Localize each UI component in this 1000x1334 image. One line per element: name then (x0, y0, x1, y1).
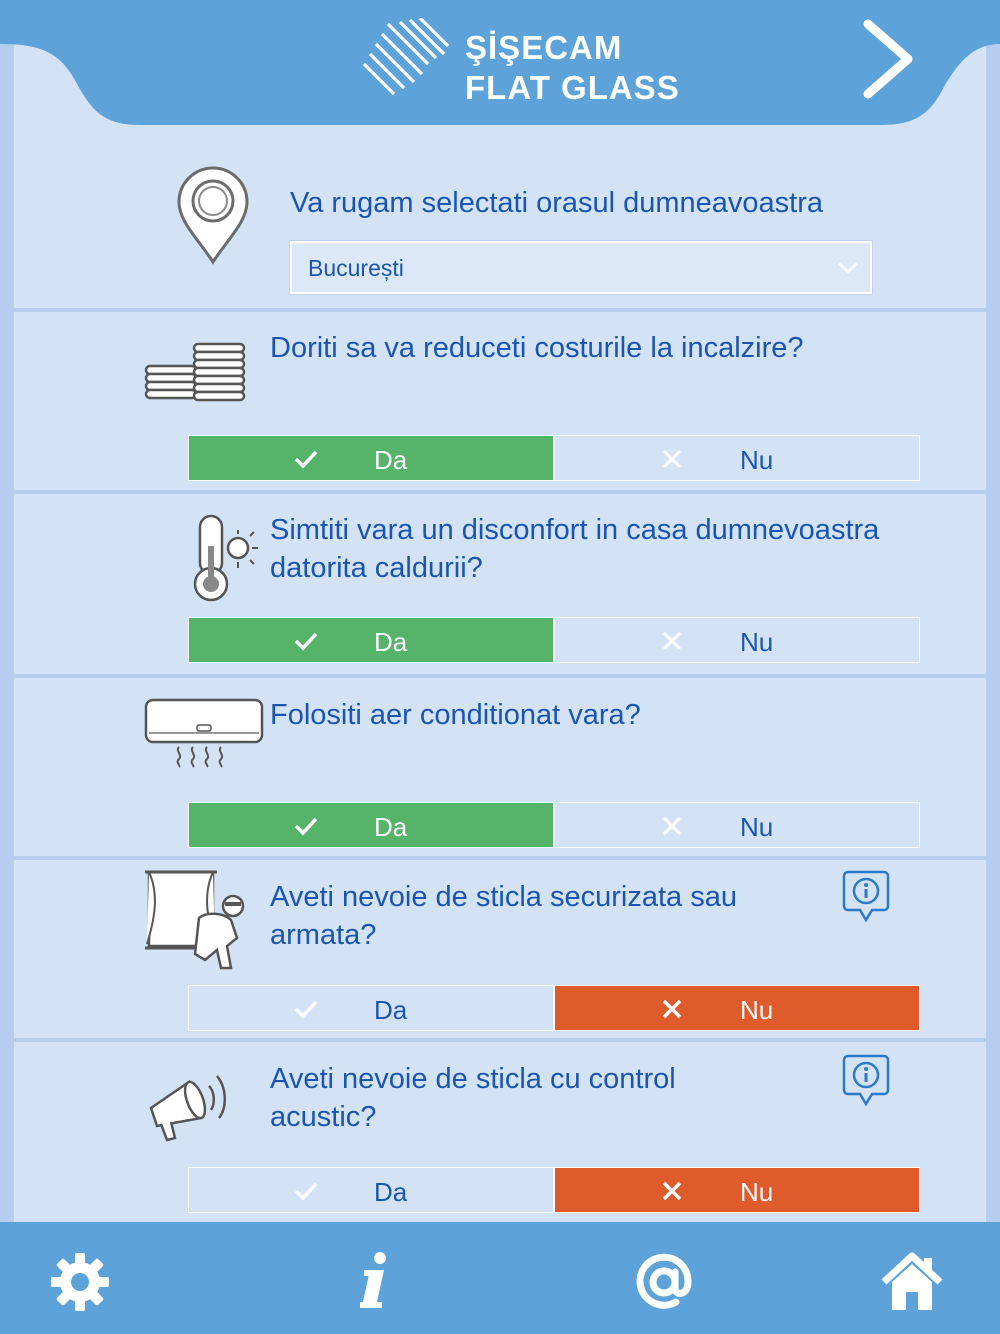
question-text: Simtiti vara un disconfort in casa dumnevoastra datorita caldurii? (270, 514, 880, 584)
check-icon (293, 813, 319, 839)
chevron-down-icon (836, 255, 860, 279)
brand-line-2: FLAT GLASS (465, 69, 680, 106)
info-bubble-icon[interactable] (842, 868, 890, 922)
no-option[interactable] (554, 1167, 920, 1213)
question-text: Folositi aer conditionat vara? (270, 699, 641, 731)
divider (14, 490, 986, 494)
answer-row (188, 435, 920, 481)
check-icon (293, 628, 319, 654)
divider (14, 308, 986, 312)
question-text: Doriti sa va reduceti costurile la incalzire? (270, 332, 804, 364)
close-icon (659, 446, 685, 472)
logo-mark-icon (360, 18, 452, 98)
air-conditioner-icon (143, 697, 265, 774)
gear-icon (48, 1250, 112, 1314)
answer-row (188, 1167, 920, 1213)
answer-row (188, 617, 920, 663)
brand-line-1: ŞİŞECAM (465, 29, 623, 66)
yes-option[interactable] (188, 435, 554, 481)
yes-label: Da (374, 445, 408, 475)
city-question: Va rugam selectati orasul dumneavoastra (290, 187, 824, 219)
burglar-window-icon (143, 868, 255, 981)
thermometer-sun-icon (188, 512, 260, 609)
question-text: Aveti nevoie de sticla cu control acustic? (270, 1063, 676, 1133)
check-icon (293, 1178, 319, 1204)
check-icon (293, 996, 319, 1022)
close-icon (659, 628, 685, 654)
sisecam-logo (360, 18, 700, 114)
yes-label: Da (374, 812, 408, 842)
yes-label: Da (374, 627, 408, 657)
yes-label: Da (374, 995, 408, 1025)
answer-row (188, 985, 920, 1031)
contact-button[interactable] (632, 1250, 696, 1314)
no-option[interactable] (554, 802, 920, 848)
divider (14, 1038, 986, 1042)
no-option[interactable] (554, 985, 920, 1031)
yes-label: Da (374, 1177, 408, 1207)
coins-icon (140, 338, 250, 409)
close-icon (659, 1178, 685, 1204)
no-label: Nu (740, 445, 774, 475)
close-icon (659, 813, 685, 839)
yes-option[interactable] (188, 1167, 554, 1213)
chevron-right-icon (858, 18, 918, 100)
city-value: București (308, 255, 404, 281)
no-option[interactable] (554, 435, 920, 481)
next-button[interactable] (858, 18, 918, 100)
yes-option[interactable] (188, 617, 554, 663)
divider (14, 674, 986, 678)
city-dropdown[interactable] (290, 241, 872, 294)
map-pin-icon (175, 164, 251, 271)
question-text: Aveti nevoie de sticla securizata sau armata? (270, 881, 737, 951)
info-icon (342, 1250, 406, 1314)
home-button[interactable] (880, 1250, 944, 1314)
answer-row (188, 802, 920, 848)
no-label: Nu (740, 812, 774, 842)
yes-option[interactable] (188, 802, 554, 848)
yes-option[interactable] (188, 985, 554, 1031)
bottom-toolbar (0, 1222, 1000, 1334)
no-label: Nu (740, 627, 774, 657)
info-button[interactable] (342, 1250, 406, 1314)
no-label: Nu (740, 995, 774, 1025)
no-option[interactable] (554, 617, 920, 663)
no-label: Nu (740, 1177, 774, 1207)
megaphone-icon (143, 1060, 235, 1151)
at-sign-icon (632, 1250, 696, 1314)
divider (14, 856, 986, 860)
home-icon (880, 1250, 944, 1314)
settings-button[interactable] (48, 1250, 112, 1314)
info-bubble-icon[interactable] (842, 1052, 890, 1106)
brand-name (465, 28, 680, 108)
close-icon (659, 996, 685, 1022)
check-icon (293, 446, 319, 472)
